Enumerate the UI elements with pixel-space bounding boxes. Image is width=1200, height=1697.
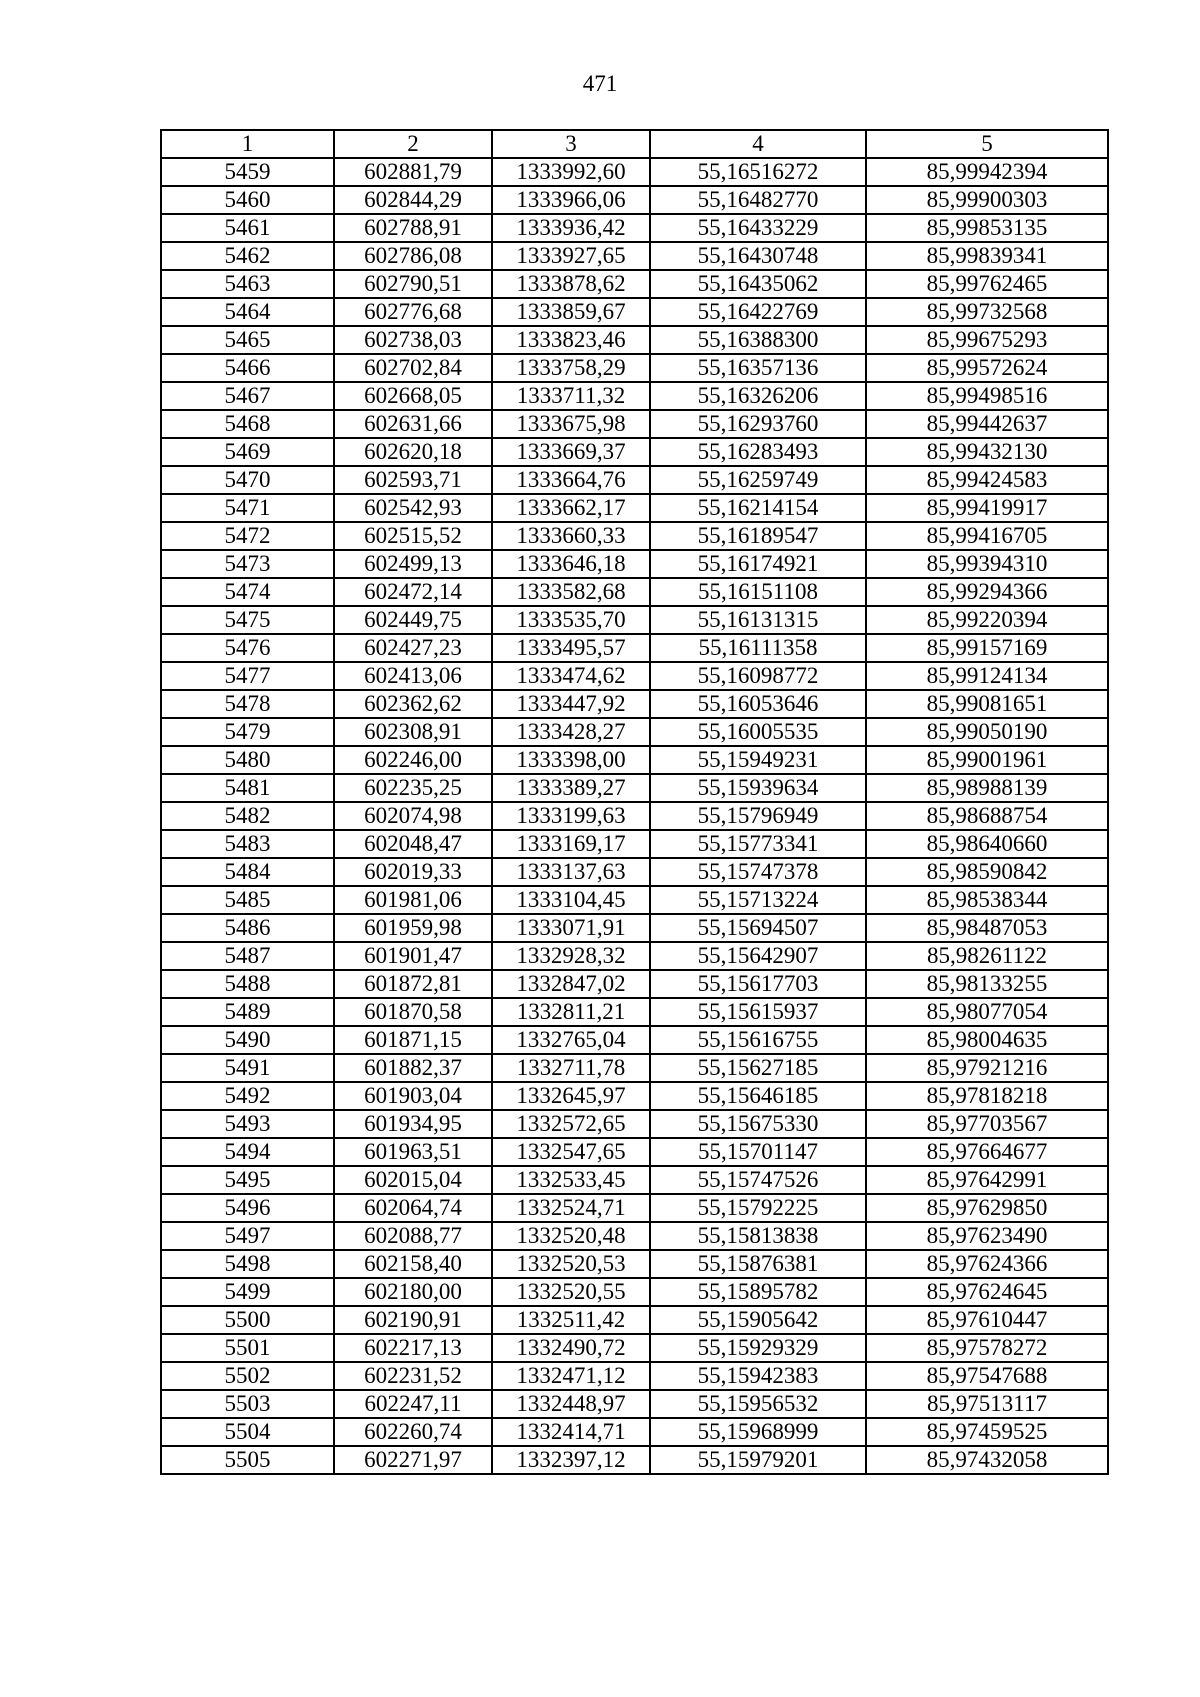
point-number-cell: 5476 [161, 634, 334, 662]
latitude-cell: 55,16259749 [650, 466, 866, 494]
x-coordinate-cell: 602631,66 [334, 410, 492, 438]
longitude-cell: 85,97703567 [866, 1110, 1108, 1138]
longitude-cell: 85,99419917 [866, 494, 1108, 522]
x-coordinate-cell: 602190,91 [334, 1306, 492, 1334]
longitude-cell: 85,99942394 [866, 158, 1108, 186]
y-coordinate-cell: 1332471,12 [492, 1362, 650, 1390]
longitude-cell: 85,97624366 [866, 1250, 1108, 1278]
x-coordinate-cell: 602019,33 [334, 858, 492, 886]
point-number-cell: 5501 [161, 1334, 334, 1362]
point-number-cell: 5492 [161, 1082, 334, 1110]
longitude-cell: 85,98988139 [866, 774, 1108, 802]
latitude-cell: 55,16111358 [650, 634, 866, 662]
point-number-cell: 5491 [161, 1054, 334, 1082]
point-number-cell: 5489 [161, 998, 334, 1026]
latitude-cell: 55,15949231 [650, 746, 866, 774]
y-coordinate-cell: 1333389,27 [492, 774, 650, 802]
y-coordinate-cell: 1333660,33 [492, 522, 650, 550]
longitude-cell: 85,99432130 [866, 438, 1108, 466]
x-coordinate-cell: 602271,97 [334, 1446, 492, 1474]
table-row [161, 914, 1108, 942]
y-coordinate-cell: 1333711,32 [492, 382, 650, 410]
y-coordinate-cell: 1333859,67 [492, 298, 650, 326]
x-coordinate-cell: 602499,13 [334, 550, 492, 578]
point-number-cell: 5475 [161, 606, 334, 634]
latitude-cell: 55,15968999 [650, 1418, 866, 1446]
y-coordinate-cell: 1333669,37 [492, 438, 650, 466]
column-header: 2 [334, 130, 492, 158]
point-number-cell: 5469 [161, 438, 334, 466]
latitude-cell: 55,16422769 [650, 298, 866, 326]
latitude-cell: 55,15942383 [650, 1362, 866, 1390]
point-number-cell: 5479 [161, 718, 334, 746]
y-coordinate-cell: 1332711,78 [492, 1054, 650, 1082]
x-coordinate-cell: 602362,62 [334, 690, 492, 718]
longitude-cell: 85,97513117 [866, 1390, 1108, 1418]
y-coordinate-cell: 1333474,62 [492, 662, 650, 690]
table-row [161, 634, 1108, 662]
table-row [161, 886, 1108, 914]
point-number-cell: 5477 [161, 662, 334, 690]
x-coordinate-cell: 602620,18 [334, 438, 492, 466]
x-coordinate-cell: 602247,11 [334, 1390, 492, 1418]
table-row [161, 354, 1108, 382]
y-coordinate-cell: 1332572,65 [492, 1110, 650, 1138]
longitude-cell: 85,98487053 [866, 914, 1108, 942]
point-number-cell: 5485 [161, 886, 334, 914]
coordinates-table [160, 129, 1109, 1475]
latitude-cell: 55,16293760 [650, 410, 866, 438]
longitude-cell: 85,97432058 [866, 1446, 1108, 1474]
latitude-cell: 55,15929329 [650, 1334, 866, 1362]
table-row [161, 158, 1108, 186]
y-coordinate-cell: 1333936,42 [492, 214, 650, 242]
x-coordinate-cell: 602449,75 [334, 606, 492, 634]
longitude-cell: 85,98133255 [866, 970, 1108, 998]
table-row [161, 942, 1108, 970]
latitude-cell: 55,15617703 [650, 970, 866, 998]
y-coordinate-cell: 1332524,71 [492, 1194, 650, 1222]
y-coordinate-cell: 1333992,60 [492, 158, 650, 186]
y-coordinate-cell: 1333495,57 [492, 634, 650, 662]
x-coordinate-cell: 602542,93 [334, 494, 492, 522]
latitude-cell: 55,16053646 [650, 690, 866, 718]
y-coordinate-cell: 1332765,04 [492, 1026, 650, 1054]
x-coordinate-cell: 602246,00 [334, 746, 492, 774]
point-number-cell: 5474 [161, 578, 334, 606]
point-number-cell: 5478 [161, 690, 334, 718]
y-coordinate-cell: 1333662,17 [492, 494, 650, 522]
latitude-cell: 55,15615937 [650, 998, 866, 1026]
table-row [161, 270, 1108, 298]
x-coordinate-cell: 602180,00 [334, 1278, 492, 1306]
x-coordinate-cell: 602308,91 [334, 718, 492, 746]
latitude-cell: 55,15979201 [650, 1446, 866, 1474]
point-number-cell: 5502 [161, 1362, 334, 1390]
table-row [161, 998, 1108, 1026]
table-row [161, 662, 1108, 690]
longitude-cell: 85,99220394 [866, 606, 1108, 634]
point-number-cell: 5471 [161, 494, 334, 522]
x-coordinate-cell: 602881,79 [334, 158, 492, 186]
y-coordinate-cell: 1332533,45 [492, 1166, 650, 1194]
x-coordinate-cell: 602048,47 [334, 830, 492, 858]
point-number-cell: 5505 [161, 1446, 334, 1474]
x-coordinate-cell: 601963,51 [334, 1138, 492, 1166]
latitude-cell: 55,16430748 [650, 242, 866, 270]
longitude-cell: 85,97629850 [866, 1194, 1108, 1222]
table-row [161, 1138, 1108, 1166]
y-coordinate-cell: 1333966,06 [492, 186, 650, 214]
table-row [161, 1390, 1108, 1418]
x-coordinate-cell: 602515,52 [334, 522, 492, 550]
column-header: 4 [650, 130, 866, 158]
x-coordinate-cell: 601934,95 [334, 1110, 492, 1138]
table-row [161, 1026, 1108, 1054]
y-coordinate-cell: 1333646,18 [492, 550, 650, 578]
table-row [161, 1250, 1108, 1278]
y-coordinate-cell: 1333664,76 [492, 466, 650, 494]
y-coordinate-cell: 1332847,02 [492, 970, 650, 998]
longitude-cell: 85,98004635 [866, 1026, 1108, 1054]
table-row [161, 718, 1108, 746]
point-number-cell: 5494 [161, 1138, 334, 1166]
x-coordinate-cell: 602231,52 [334, 1362, 492, 1390]
x-coordinate-cell: 601901,47 [334, 942, 492, 970]
longitude-cell: 85,97624645 [866, 1278, 1108, 1306]
latitude-cell: 55,15627185 [650, 1054, 866, 1082]
longitude-cell: 85,97578272 [866, 1334, 1108, 1362]
latitude-cell: 55,15939634 [650, 774, 866, 802]
table-row [161, 1446, 1108, 1474]
latitude-cell: 55,16005535 [650, 718, 866, 746]
column-header: 1 [161, 130, 334, 158]
y-coordinate-cell: 1333582,68 [492, 578, 650, 606]
point-number-cell: 5499 [161, 1278, 334, 1306]
page-number: 471 [582, 71, 618, 96]
table-row [161, 690, 1108, 718]
latitude-cell: 55,16388300 [650, 326, 866, 354]
table-row [161, 186, 1108, 214]
point-number-cell: 5470 [161, 466, 334, 494]
longitude-cell: 85,99900303 [866, 186, 1108, 214]
y-coordinate-cell: 1332520,53 [492, 1250, 650, 1278]
latitude-cell: 55,15646185 [650, 1082, 866, 1110]
latitude-cell: 55,16326206 [650, 382, 866, 410]
point-number-cell: 5468 [161, 410, 334, 438]
latitude-cell: 55,16098772 [650, 662, 866, 690]
table-row [161, 1222, 1108, 1250]
x-coordinate-cell: 601872,81 [334, 970, 492, 998]
table-row [161, 382, 1108, 410]
x-coordinate-cell: 602790,51 [334, 270, 492, 298]
x-coordinate-cell: 601882,37 [334, 1054, 492, 1082]
point-number-cell: 5472 [161, 522, 334, 550]
longitude-cell: 85,99424583 [866, 466, 1108, 494]
x-coordinate-cell: 602788,91 [334, 214, 492, 242]
y-coordinate-cell: 1333071,91 [492, 914, 650, 942]
longitude-cell: 85,99675293 [866, 326, 1108, 354]
x-coordinate-cell: 602427,23 [334, 634, 492, 662]
y-coordinate-cell: 1332811,21 [492, 998, 650, 1026]
y-coordinate-cell: 1333758,29 [492, 354, 650, 382]
y-coordinate-cell: 1332511,42 [492, 1306, 650, 1334]
longitude-cell: 85,99416705 [866, 522, 1108, 550]
latitude-cell: 55,15876381 [650, 1250, 866, 1278]
x-coordinate-cell: 601903,04 [334, 1082, 492, 1110]
table-row [161, 606, 1108, 634]
x-coordinate-cell: 602015,04 [334, 1166, 492, 1194]
x-coordinate-cell: 602158,40 [334, 1250, 492, 1278]
longitude-cell: 85,98640660 [866, 830, 1108, 858]
header-row [161, 130, 1108, 158]
longitude-cell: 85,99394310 [866, 550, 1108, 578]
x-coordinate-cell: 602472,14 [334, 578, 492, 606]
latitude-cell: 55,16283493 [650, 438, 866, 466]
column-header: 5 [866, 130, 1108, 158]
y-coordinate-cell: 1333878,62 [492, 270, 650, 298]
table-row [161, 522, 1108, 550]
table-row [161, 1418, 1108, 1446]
longitude-cell: 85,98261122 [866, 942, 1108, 970]
latitude-cell: 55,16174921 [650, 550, 866, 578]
y-coordinate-cell: 1332645,97 [492, 1082, 650, 1110]
x-coordinate-cell: 602088,77 [334, 1222, 492, 1250]
table-row [161, 1334, 1108, 1362]
table-row [161, 802, 1108, 830]
point-number-cell: 5500 [161, 1306, 334, 1334]
point-number-cell: 5484 [161, 858, 334, 886]
y-coordinate-cell: 1333823,46 [492, 326, 650, 354]
longitude-cell: 85,99839341 [866, 242, 1108, 270]
longitude-cell: 85,99572624 [866, 354, 1108, 382]
table-row [161, 326, 1108, 354]
table-row [161, 1054, 1108, 1082]
longitude-cell: 85,99081651 [866, 690, 1108, 718]
point-number-cell: 5462 [161, 242, 334, 270]
latitude-cell: 55,15675330 [650, 1110, 866, 1138]
y-coordinate-cell: 1333398,00 [492, 746, 650, 774]
longitude-cell: 85,98590842 [866, 858, 1108, 886]
point-number-cell: 5498 [161, 1250, 334, 1278]
table-row [161, 298, 1108, 326]
table-row [161, 1362, 1108, 1390]
table-header [161, 130, 1108, 158]
table-row [161, 550, 1108, 578]
longitude-cell: 85,99050190 [866, 718, 1108, 746]
y-coordinate-cell: 1332928,32 [492, 942, 650, 970]
y-coordinate-cell: 1333199,63 [492, 802, 650, 830]
y-coordinate-cell: 1333675,98 [492, 410, 650, 438]
x-coordinate-cell: 602702,84 [334, 354, 492, 382]
column-header: 3 [492, 130, 650, 158]
latitude-cell: 55,16189547 [650, 522, 866, 550]
latitude-cell: 55,16433229 [650, 214, 866, 242]
x-coordinate-cell: 602786,08 [334, 242, 492, 270]
latitude-cell: 55,16151108 [650, 578, 866, 606]
latitude-cell: 55,15905642 [650, 1306, 866, 1334]
x-coordinate-cell: 602844,29 [334, 186, 492, 214]
point-number-cell: 5473 [161, 550, 334, 578]
longitude-cell: 85,99124134 [866, 662, 1108, 690]
x-coordinate-cell: 602235,25 [334, 774, 492, 802]
y-coordinate-cell: 1333169,17 [492, 830, 650, 858]
table-row [161, 774, 1108, 802]
latitude-cell: 55,16435062 [650, 270, 866, 298]
longitude-cell: 85,99294366 [866, 578, 1108, 606]
point-number-cell: 5461 [161, 214, 334, 242]
longitude-cell: 85,97623490 [866, 1222, 1108, 1250]
y-coordinate-cell: 1333104,45 [492, 886, 650, 914]
latitude-cell: 55,15701147 [650, 1138, 866, 1166]
latitude-cell: 55,15713224 [650, 886, 866, 914]
table-row [161, 1166, 1108, 1194]
latitude-cell: 55,16357136 [650, 354, 866, 382]
point-number-cell: 5488 [161, 970, 334, 998]
table-row [161, 466, 1108, 494]
longitude-cell: 85,97664677 [866, 1138, 1108, 1166]
latitude-cell: 55,15792225 [650, 1194, 866, 1222]
longitude-cell: 85,99732568 [866, 298, 1108, 326]
latitude-cell: 55,15616755 [650, 1026, 866, 1054]
latitude-cell: 55,16516272 [650, 158, 866, 186]
y-coordinate-cell: 1332414,71 [492, 1418, 650, 1446]
latitude-cell: 55,15895782 [650, 1278, 866, 1306]
latitude-cell: 55,16131315 [650, 606, 866, 634]
point-number-cell: 5493 [161, 1110, 334, 1138]
point-number-cell: 5495 [161, 1166, 334, 1194]
y-coordinate-cell: 1332520,55 [492, 1278, 650, 1306]
table-row [161, 970, 1108, 998]
point-number-cell: 5459 [161, 158, 334, 186]
table-row [161, 1306, 1108, 1334]
x-coordinate-cell: 602413,06 [334, 662, 492, 690]
point-number-cell: 5465 [161, 326, 334, 354]
longitude-cell: 85,97459525 [866, 1418, 1108, 1446]
point-number-cell: 5467 [161, 382, 334, 410]
table-row [161, 1082, 1108, 1110]
point-number-cell: 5503 [161, 1390, 334, 1418]
longitude-cell: 85,97921216 [866, 1054, 1108, 1082]
point-number-cell: 5460 [161, 186, 334, 214]
x-coordinate-cell: 602074,98 [334, 802, 492, 830]
table-row [161, 1278, 1108, 1306]
y-coordinate-cell: 1333927,65 [492, 242, 650, 270]
table-row [161, 830, 1108, 858]
point-number-cell: 5481 [161, 774, 334, 802]
table-row [161, 438, 1108, 466]
y-coordinate-cell: 1332490,72 [492, 1334, 650, 1362]
point-number-cell: 5497 [161, 1222, 334, 1250]
x-coordinate-cell: 602593,71 [334, 466, 492, 494]
point-number-cell: 5487 [161, 942, 334, 970]
latitude-cell: 55,16482770 [650, 186, 866, 214]
point-number-cell: 5466 [161, 354, 334, 382]
y-coordinate-cell: 1332448,97 [492, 1390, 650, 1418]
point-number-cell: 5482 [161, 802, 334, 830]
y-coordinate-cell: 1332397,12 [492, 1446, 650, 1474]
x-coordinate-cell: 602064,74 [334, 1194, 492, 1222]
longitude-cell: 85,99001961 [866, 746, 1108, 774]
x-coordinate-cell: 602776,68 [334, 298, 492, 326]
x-coordinate-cell: 602260,74 [334, 1418, 492, 1446]
x-coordinate-cell: 602217,13 [334, 1334, 492, 1362]
x-coordinate-cell: 601870,58 [334, 998, 492, 1026]
x-coordinate-cell: 601959,98 [334, 914, 492, 942]
longitude-cell: 85,99498516 [866, 382, 1108, 410]
longitude-cell: 85,98077054 [866, 998, 1108, 1026]
point-number-cell: 5480 [161, 746, 334, 774]
x-coordinate-cell: 602668,05 [334, 382, 492, 410]
point-number-cell: 5486 [161, 914, 334, 942]
table-row [161, 1194, 1108, 1222]
x-coordinate-cell: 602738,03 [334, 326, 492, 354]
y-coordinate-cell: 1333535,70 [492, 606, 650, 634]
table-row [161, 242, 1108, 270]
latitude-cell: 55,15956532 [650, 1390, 866, 1418]
table-body [161, 158, 1108, 1474]
longitude-cell: 85,98538344 [866, 886, 1108, 914]
y-coordinate-cell: 1333137,63 [492, 858, 650, 886]
longitude-cell: 85,97818218 [866, 1082, 1108, 1110]
latitude-cell: 55,15796949 [650, 802, 866, 830]
table-row [161, 858, 1108, 886]
latitude-cell: 55,15773341 [650, 830, 866, 858]
longitude-cell: 85,97610447 [866, 1306, 1108, 1334]
table-row [161, 494, 1108, 522]
y-coordinate-cell: 1333447,92 [492, 690, 650, 718]
point-number-cell: 5504 [161, 1418, 334, 1446]
point-number-cell: 5483 [161, 830, 334, 858]
y-coordinate-cell: 1332547,65 [492, 1138, 650, 1166]
longitude-cell: 85,99157169 [866, 634, 1108, 662]
point-number-cell: 5464 [161, 298, 334, 326]
point-number-cell: 5463 [161, 270, 334, 298]
latitude-cell: 55,15694507 [650, 914, 866, 942]
table-row [161, 214, 1108, 242]
latitude-cell: 55,15813838 [650, 1222, 866, 1250]
latitude-cell: 55,15747526 [650, 1166, 866, 1194]
latitude-cell: 55,16214154 [650, 494, 866, 522]
table-row [161, 1110, 1108, 1138]
longitude-cell: 85,97642991 [866, 1166, 1108, 1194]
longitude-cell: 85,98688754 [866, 802, 1108, 830]
latitude-cell: 55,15747378 [650, 858, 866, 886]
point-number-cell: 5496 [161, 1194, 334, 1222]
table-row [161, 746, 1108, 774]
longitude-cell: 85,99853135 [866, 214, 1108, 242]
y-coordinate-cell: 1333428,27 [492, 718, 650, 746]
table-row [161, 410, 1108, 438]
x-coordinate-cell: 601871,15 [334, 1026, 492, 1054]
table-row [161, 578, 1108, 606]
latitude-cell: 55,15642907 [650, 942, 866, 970]
longitude-cell: 85,99762465 [866, 270, 1108, 298]
longitude-cell: 85,99442637 [866, 410, 1108, 438]
x-coordinate-cell: 601981,06 [334, 886, 492, 914]
y-coordinate-cell: 1332520,48 [492, 1222, 650, 1250]
longitude-cell: 85,97547688 [866, 1362, 1108, 1390]
point-number-cell: 5490 [161, 1026, 334, 1054]
